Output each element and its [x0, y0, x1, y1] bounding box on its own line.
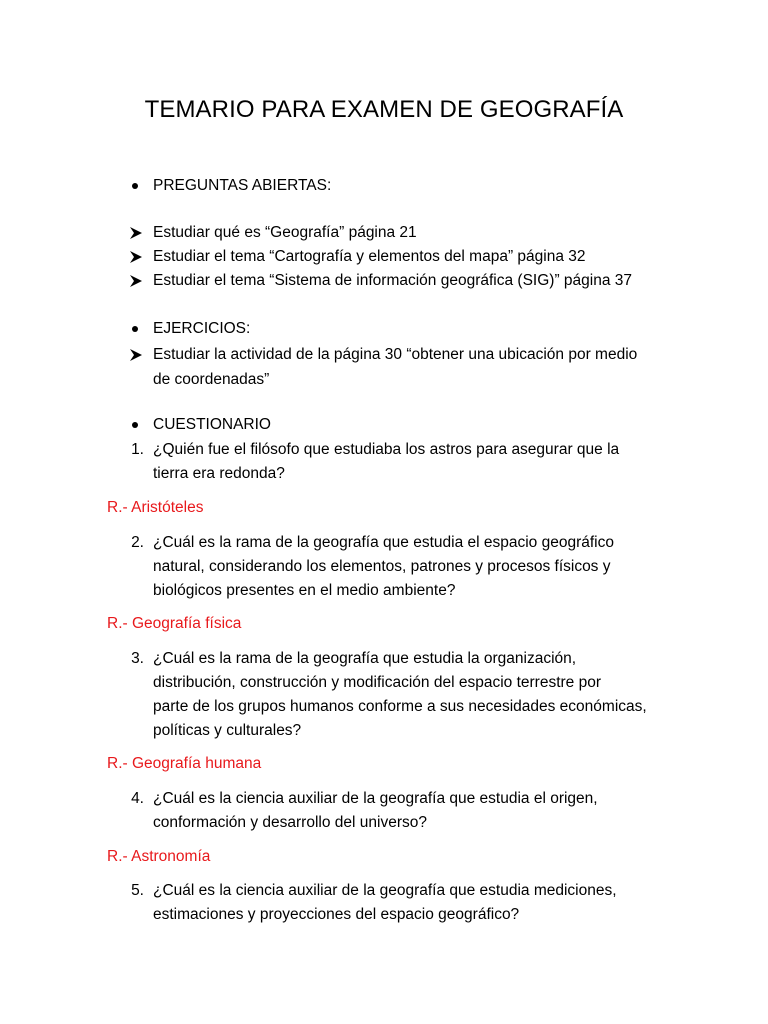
- answer-text: R.- Aristóteles: [107, 499, 204, 516]
- question-text-line: tierra era redonda?: [153, 465, 285, 482]
- arrowhead-bullet-icon: [129, 348, 143, 362]
- question-text-line: parte de los grupos humanos conforme a sus necesidades económicas,: [153, 698, 647, 715]
- question-text-line: ¿Quién fue el filósofo que estudiaba los astros para asegurar que la: [153, 441, 620, 458]
- question-text-line: ¿Cuál es la ciencia auxiliar de la geografía que estudia el origen,: [153, 790, 598, 807]
- page-title: TEMARIO PARA EXAMEN DE GEOGRAFÍA: [144, 96, 624, 123]
- arrowhead-bullet-icon: [129, 226, 143, 240]
- arrowhead-bullet-icon: [129, 250, 143, 264]
- question-text-line: ¿Cuál es la rama de la geografía que estudia el espacio geográfico: [153, 534, 614, 551]
- section-heading-exercises: EJERCICIOS:: [153, 320, 251, 337]
- question-text-line: natural, considerando los elementos, patrones y procesos físicos y: [153, 558, 611, 575]
- question-text-line: ¿Cuál es la rama de la geografía que estudia la organización,: [153, 650, 577, 667]
- arrowhead-bullet-icon: [129, 274, 143, 288]
- question-text-line: conformación y desarrollo del universo?: [153, 814, 427, 831]
- open-question-item: Estudiar el tema “Cartografía y elementos del mapa” página 32: [153, 248, 586, 265]
- open-question-item: Estudiar el tema “Sistema de información geográfica (SIG)” página 37: [153, 272, 633, 289]
- question-text-line: estimaciones y proyecciones del espacio geográfico?: [153, 906, 520, 923]
- answer-text: R.- Geografía humana: [107, 755, 262, 772]
- bullet-dot-icon: [132, 422, 138, 428]
- exercise-item-line: de coordenadas”: [153, 371, 270, 388]
- open-question-item: Estudiar qué es “Geografía” página 21: [153, 224, 417, 241]
- section-heading-questionnaire: CUESTIONARIO: [153, 416, 271, 433]
- question-number: 1.: [131, 441, 144, 458]
- bullet-dot-icon: [132, 183, 138, 189]
- question-text-line: ¿Cuál es la ciencia auxiliar de la geografía que estudia mediciones,: [153, 882, 617, 899]
- question-text-line: políticas y culturales?: [153, 722, 302, 739]
- exercise-item-line: Estudiar la actividad de la página 30 “obtener una ubicación por medio: [153, 346, 638, 363]
- bullet-dot-icon: [132, 326, 138, 332]
- answer-text: R.- Geografía física: [107, 615, 242, 632]
- question-number: 2.: [131, 534, 144, 551]
- question-number: 3.: [131, 650, 144, 667]
- question-text-line: distribución, construcción y modificación del espacio terrestre por: [153, 674, 601, 691]
- section-heading-open-questions: PREGUNTAS ABIERTAS:: [153, 177, 332, 194]
- question-number: 5.: [131, 882, 144, 899]
- answer-text: R.- Astronomía: [107, 848, 211, 865]
- question-text-line: biológicos presentes en el medio ambiente?: [153, 582, 456, 599]
- question-number: 4.: [131, 790, 144, 807]
